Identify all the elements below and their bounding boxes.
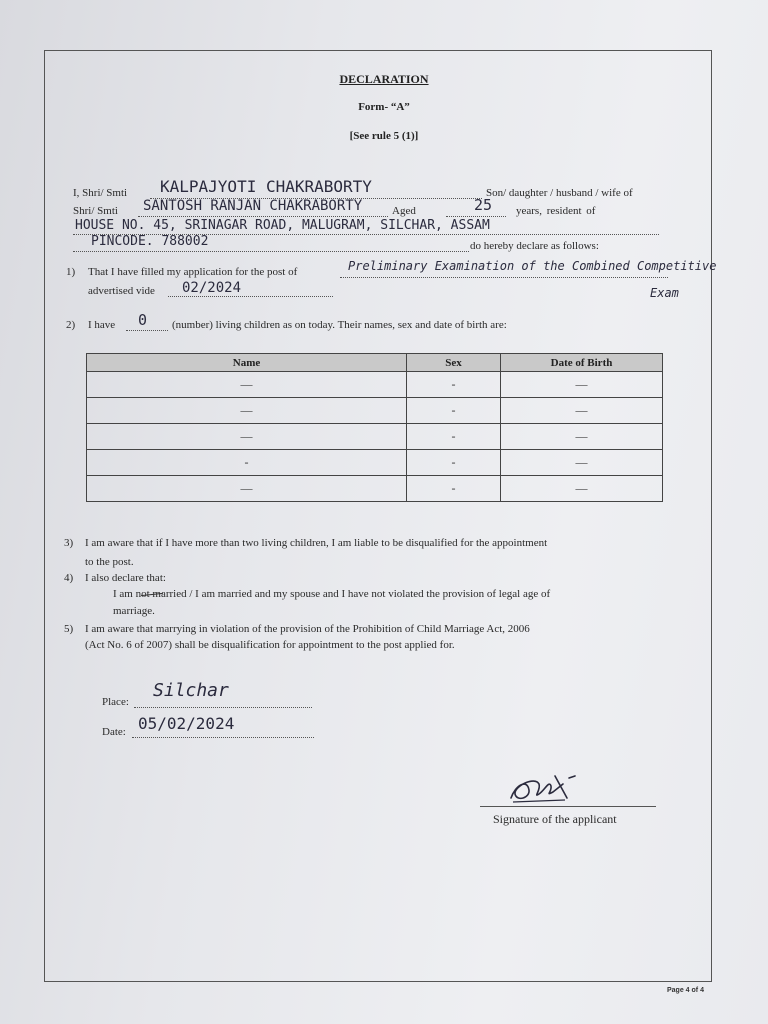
rule-label: [See rule 5 (1)] (349, 130, 419, 142)
table-row (87, 424, 663, 450)
applicant-prefix: I, Shri/ Smti (73, 187, 128, 199)
age-dotted-line (446, 216, 506, 217)
advertised-dotted-line (168, 296, 333, 297)
cell-sex: - (407, 450, 501, 476)
item-2-text-a: I have (88, 319, 116, 331)
item-4-text: I also declare that: (85, 572, 166, 584)
item-5-number: 5) (64, 623, 74, 635)
cell-sex: - (407, 398, 501, 424)
form-label: Form- “A” (358, 101, 410, 113)
cell-name: - (87, 450, 407, 476)
pincode-value: PINCODE. 788002 (91, 234, 209, 249)
address-value: HOUSE NO. 45, SRINAGAR ROAD, MALUGRAM, SILCHAR, ASSAM (75, 218, 490, 233)
item-4-number: 4) (64, 572, 74, 584)
relation-label: Son/ daughter / husband / wife of (486, 187, 633, 199)
page-number: Page 4 of 4 (667, 987, 704, 994)
item-2-number: 2) (66, 319, 76, 331)
signature-label: Signature of the applicant (493, 812, 617, 826)
place-dotted-line (134, 707, 312, 708)
header-dob: Date of Birth (501, 354, 663, 372)
post-dotted-line (340, 277, 668, 278)
applicant-name: KALPAJYOTI CHAKRABORTY (160, 177, 372, 196)
item-5-text-continued: (Act No. 6 of 2007) shall be disqualification for appointment to the post applied for. (85, 639, 455, 651)
post-name: Preliminary Examination of the Combined Competitive (348, 259, 717, 273)
table-row (87, 450, 663, 476)
parent-prefix: Shri/ Smti (73, 205, 118, 217)
cell-dob: — (501, 476, 663, 502)
cell-dob: — (501, 450, 663, 476)
post-name-continued: Exam (650, 286, 679, 300)
cell-sex: - (407, 424, 501, 450)
years-resident-label: years, resident of (516, 205, 596, 217)
cell-sex: - (407, 372, 501, 398)
signature-image (505, 768, 585, 808)
cell-dob: — (501, 424, 663, 450)
item-4-subtext: I am not married / I am married and my spouse and I have not violated the provision of legal age of (113, 588, 551, 600)
children-table (86, 353, 663, 502)
header-sex: Sex (407, 354, 501, 372)
cell-dob: — (501, 398, 663, 424)
parent-name: SANTOSH RANJAN CHAKRABORTY (143, 198, 363, 214)
item-2-text-b: (number) living children as on today. Their names, sex and date of birth are: (172, 319, 507, 331)
item-4-subtext-continued: marriage. (113, 605, 155, 617)
document-title: DECLARATION (339, 72, 429, 86)
cell-dob: — (501, 372, 663, 398)
table-row (87, 476, 663, 502)
item-3-text-continued: to the post. (85, 556, 134, 568)
date-value: 05/02/2024 (138, 714, 235, 733)
children-dotted-line (126, 330, 168, 331)
cell-name: — (87, 476, 407, 502)
age-value: 25 (474, 196, 493, 214)
table-row (87, 398, 663, 424)
parent-dotted-line (138, 216, 388, 217)
cell-name: — (87, 372, 407, 398)
cell-name: — (87, 424, 407, 450)
place-label: Place: (102, 696, 129, 708)
cell-sex: - (407, 476, 501, 502)
place-value: Silchar (153, 680, 229, 701)
table-row (87, 372, 663, 398)
item-3-number: 3) (64, 537, 74, 549)
advertised-value: 02/2024 (182, 280, 242, 296)
aged-label: Aged (392, 205, 416, 217)
item-1-text: That I have filled my application for the post of (88, 266, 298, 278)
advertised-label: advertised vide (88, 285, 155, 297)
item-3-text: I am aware that if I have more than two living children, I am liable to be disqualified for the appointment (85, 537, 548, 549)
signature-line (480, 806, 656, 807)
item-5-text: I am aware that marrying in violation of the provision of the Prohibition of Child Marriage Act, 2006 (85, 623, 530, 635)
date-label: Date: (102, 726, 126, 738)
declare-text: do hereby declare as follows: (470, 240, 599, 252)
item-1-number: 1) (66, 266, 76, 278)
table-header-row (87, 354, 663, 372)
header-name: Name (87, 354, 407, 372)
cell-name: — (87, 398, 407, 424)
date-dotted-line (132, 737, 314, 738)
pincode-dotted-line (73, 251, 469, 252)
children-count: 0 (138, 311, 148, 329)
